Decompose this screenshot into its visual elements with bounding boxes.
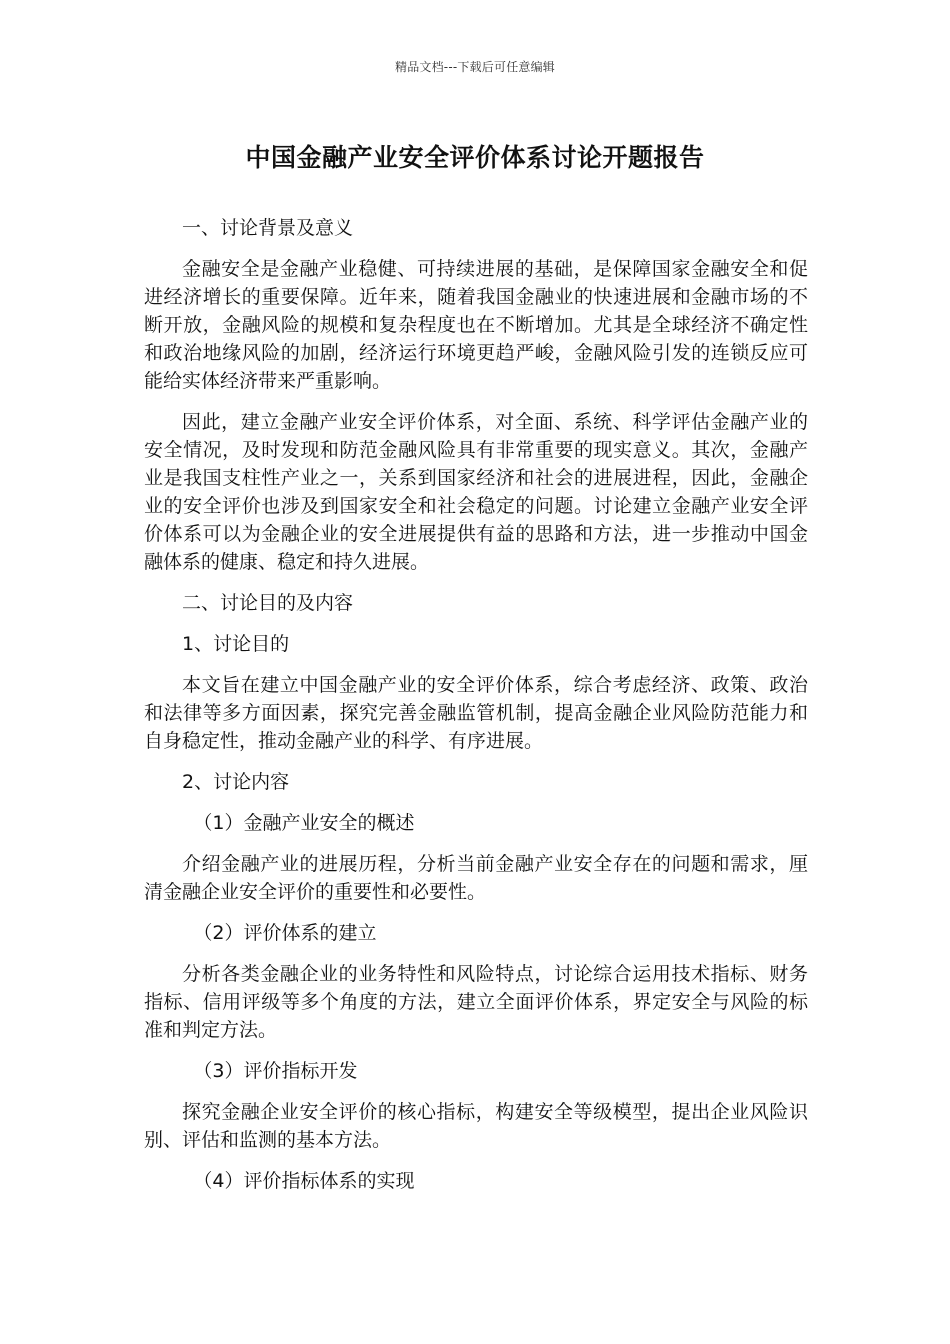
section-1-heading: 一、讨论背景及意义 bbox=[182, 217, 354, 239]
subsection-4-heading: （4）评价指标体系的实现 bbox=[193, 1170, 415, 1192]
subsection-1-paragraph: 介绍金融产业的进展历程，分析当前金融产业安全存在的问题和需求，厘清金融企业安全评价的重要性和必要性。 bbox=[144, 853, 808, 903]
subsection-2-paragraph: 分析各类金融企业的业务特性和风险特点，讨论综合运用技术指标、财务指标、信用评级等多个角度的方法，建立全面评价体系，界定安全与风险的标准和判定方法。 bbox=[144, 963, 808, 1041]
section-2-1-heading: 1、讨论目的 bbox=[182, 633, 290, 655]
subsection-3-paragraph: 探究金融企业安全评价的核心指标，构建安全等级模型，提出企业风险识别、评估和监测的基本方法。 bbox=[144, 1101, 808, 1151]
subsection-2-heading: （2）评价体系的建立 bbox=[193, 922, 377, 944]
document-title: 中国金融产业安全评价体系讨论开题报告 bbox=[245, 143, 705, 172]
subsection-3-heading: （3）评价指标开发 bbox=[193, 1060, 358, 1082]
section-2-heading: 二、讨论目的及内容 bbox=[182, 592, 354, 614]
section-1-paragraph-2: 因此，建立金融产业安全评价体系，对全面、系统、科学评估金融产业的安全情况，及时发现和防范金融风险具有非常重要的现实意义。其次，金融产业是我国支柱性产业之一，关系到国家经济和社会的进展进程，因此，金融企业的安全评价也涉及到国家安全和社会稳定的问题。讨论建立金融产业安全评价体系可以为金融企业的安全进展提供有益的思路和方法，进一步推动中国金融体系的健康、稳定和持久进展。 bbox=[144, 411, 808, 573]
subsection-1-heading: （1）金融产业安全的概述 bbox=[193, 812, 415, 834]
section-2-1-paragraph: 本文旨在建立中国金融产业的安全评价体系，综合考虑经济、政策、政治和法律等多方面因素，探究完善金融监管机制，提高金融企业风险防范能力和自身稳定性，推动金融产业的科学、有序进展。 bbox=[144, 674, 808, 752]
section-1-paragraph-1: 金融安全是金融产业稳健、可持续进展的基础，是保障国家金融安全和促进经济增长的重要保障。近年来，随着我国金融业的快速进展和金融市场的不断开放，金融风险的规模和复杂程度也在不断增加。尤其是全球经济不确定性和政治地缘风险的加剧，经济运行环境更趋严峻，金融风险引发的连锁反应可能给实体经济带来严重影响。 bbox=[144, 258, 808, 392]
document-body bbox=[144, 214, 808, 1208]
section-2-2-heading: 2、讨论内容 bbox=[182, 771, 290, 793]
header-note: 精品文档---下载后可任意编辑 bbox=[395, 60, 555, 74]
